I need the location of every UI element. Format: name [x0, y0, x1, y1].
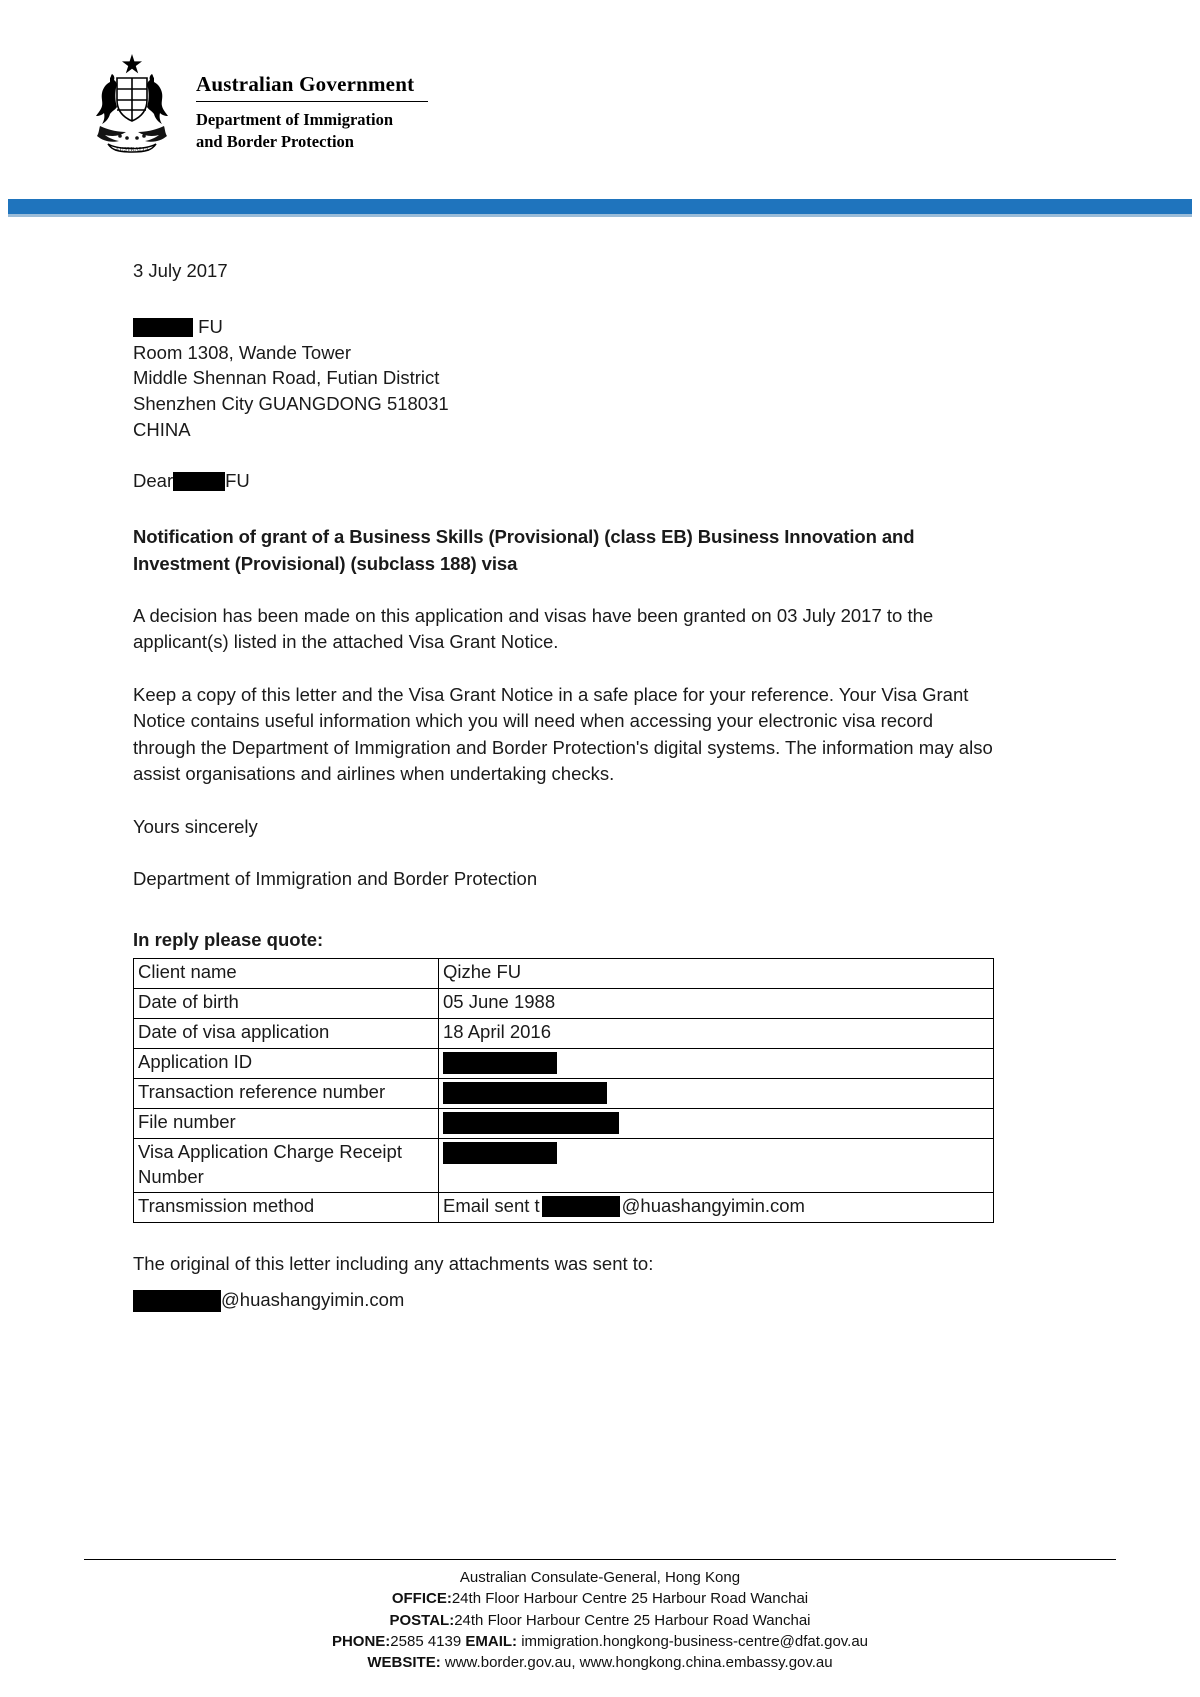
row-label: Transaction reference number [134, 1079, 439, 1109]
row-value: Qizhe FU [439, 959, 994, 989]
redaction-box-file-number [443, 1112, 619, 1134]
row-value: 18 April 2016 [439, 1019, 994, 1049]
footer-contact [84, 1631, 1116, 1652]
row-value-transmission [439, 1192, 994, 1222]
row-label: Visa Application Charge Receipt Number [134, 1139, 439, 1193]
footer-website [84, 1652, 1116, 1673]
table-row [134, 1019, 994, 1049]
redaction-box-email-local [542, 1196, 620, 1217]
recipient-name-suffix: FU [198, 316, 223, 338]
page-footer [84, 1559, 1116, 1673]
transmission-prefix: Email sent t [443, 1194, 540, 1216]
table-row [134, 1049, 994, 1079]
table-row [134, 1192, 994, 1222]
redaction-box-name [133, 318, 193, 337]
original-sent-email [133, 1287, 993, 1313]
accent-bar [8, 199, 1192, 214]
table-row [134, 959, 994, 989]
row-label: Transmission method [134, 1192, 439, 1222]
australian-coat-of-arms-icon [84, 52, 180, 160]
table-row [134, 1079, 994, 1109]
footer-divider [84, 1559, 1116, 1560]
footer-website-label: WEBSITE: [367, 1654, 441, 1672]
redaction-box-salutation [173, 472, 225, 491]
letter-body [133, 258, 993, 1314]
footer-phone-label: PHONE: [331, 1632, 391, 1650]
redaction-box-original-email [133, 1290, 221, 1312]
row-label: Client name [134, 959, 439, 989]
transmission-domain: @huashangyimin.com [621, 1194, 805, 1216]
row-label: Date of visa application [134, 1019, 439, 1049]
letter-paragraph-1: A decision has been made on this application and visas have been granted on 03 July 2017 to the applicant(s) listed in the attached Visa Grant Notice. [133, 605, 934, 653]
letter-paragraph-2: Keep a copy of this letter and the Visa Grant Notice in a safe place for your reference. Your Visa Grant Notice contains useful information which you will need when accessing your electronic visa record through the Department of Immigration and Border Protection's digital systems. The information may also assist organisations and airlines when undertaking checks. [133, 683, 993, 785]
row-label: File number [134, 1109, 439, 1139]
original-sent-block [133, 1251, 993, 1314]
footer-office-name: Australian Consulate-General, Hong Kong [459, 1569, 741, 1586]
footer-office-value: 24th Floor Harbour Centre 25 Harbour Road Wanchai [451, 1590, 809, 1608]
address-line-3: Shenzhen City GUANGDONG 518031 [133, 393, 449, 414]
footer-postal-label: POSTAL: [389, 1611, 455, 1629]
letterhead-divider [196, 101, 428, 102]
quote-heading: In reply please quote: [133, 928, 324, 950]
row-value-redacted [439, 1049, 994, 1079]
address-line-2: Middle Shennan Road, Futian District [133, 367, 440, 389]
row-label: Date of birth [134, 989, 439, 1019]
salutation-prefix: Dear [133, 470, 174, 492]
letter-signature-department: Department of Immigration and Border Protection [133, 868, 538, 890]
letter-date: 3 July 2017 [133, 260, 228, 281]
department-line-2: and Border Protection [196, 131, 354, 151]
footer-postal-value: 24th Floor Harbour Centre 25 Harbour Road Wanchai [454, 1611, 811, 1629]
row-value-redacted [439, 1139, 994, 1193]
address-line-1: Room 1308, Wande Tower [133, 341, 352, 363]
svg-text:AUSTRALIA: AUSTRALIA [115, 147, 149, 153]
letter-signoff: Yours sincerely [133, 815, 258, 837]
address-line-4: CHINA [133, 418, 191, 440]
footer-postal [84, 1610, 1116, 1631]
row-value-redacted [439, 1109, 994, 1139]
row-label: Application ID [134, 1049, 439, 1079]
redaction-box-application-id [443, 1052, 557, 1074]
footer-email-label: EMAIL: [465, 1632, 518, 1650]
row-value-redacted [439, 1079, 994, 1109]
footer-office [84, 1588, 1116, 1609]
table-row [134, 1139, 994, 1193]
salutation-suffix: FU [225, 470, 250, 492]
reference-details-table [133, 958, 994, 1223]
recipient-address [133, 314, 993, 442]
letter-subject: Notification of grant of a Business Skills (Provisional) (class EB) Business Innovation and Investment (Provisional) (subclass 188) visa [133, 526, 915, 574]
recipient-name [133, 314, 993, 340]
accent-bar-shadow [8, 214, 1192, 217]
table-row [134, 1109, 994, 1139]
letterhead [84, 52, 428, 160]
department-line-1: Department of Immigration [196, 110, 394, 130]
row-value: 05 June 1988 [439, 989, 994, 1019]
footer-email-value[interactable]: immigration.hongkong-business-centre@dfat.gov.au [521, 1632, 869, 1650]
footer-phone-value: 2585 4139 [390, 1632, 462, 1650]
original-sent-text: The original of this letter including any attachments was sent to: [133, 1252, 654, 1274]
letterhead-text [196, 52, 428, 153]
original-email-domain: @huashangyimin.com [221, 1289, 405, 1311]
footer-office-label: OFFICE: [391, 1590, 452, 1608]
redaction-box-transaction-reference [443, 1082, 607, 1104]
table-row [134, 989, 994, 1019]
footer-website-value[interactable]: www.border.gov.au, www.hongkong.china.embassy.gov.au [444, 1654, 833, 1672]
government-title: Australian Government [196, 72, 415, 96]
salutation [133, 468, 993, 494]
redaction-box-vac-receipt [443, 1142, 557, 1164]
